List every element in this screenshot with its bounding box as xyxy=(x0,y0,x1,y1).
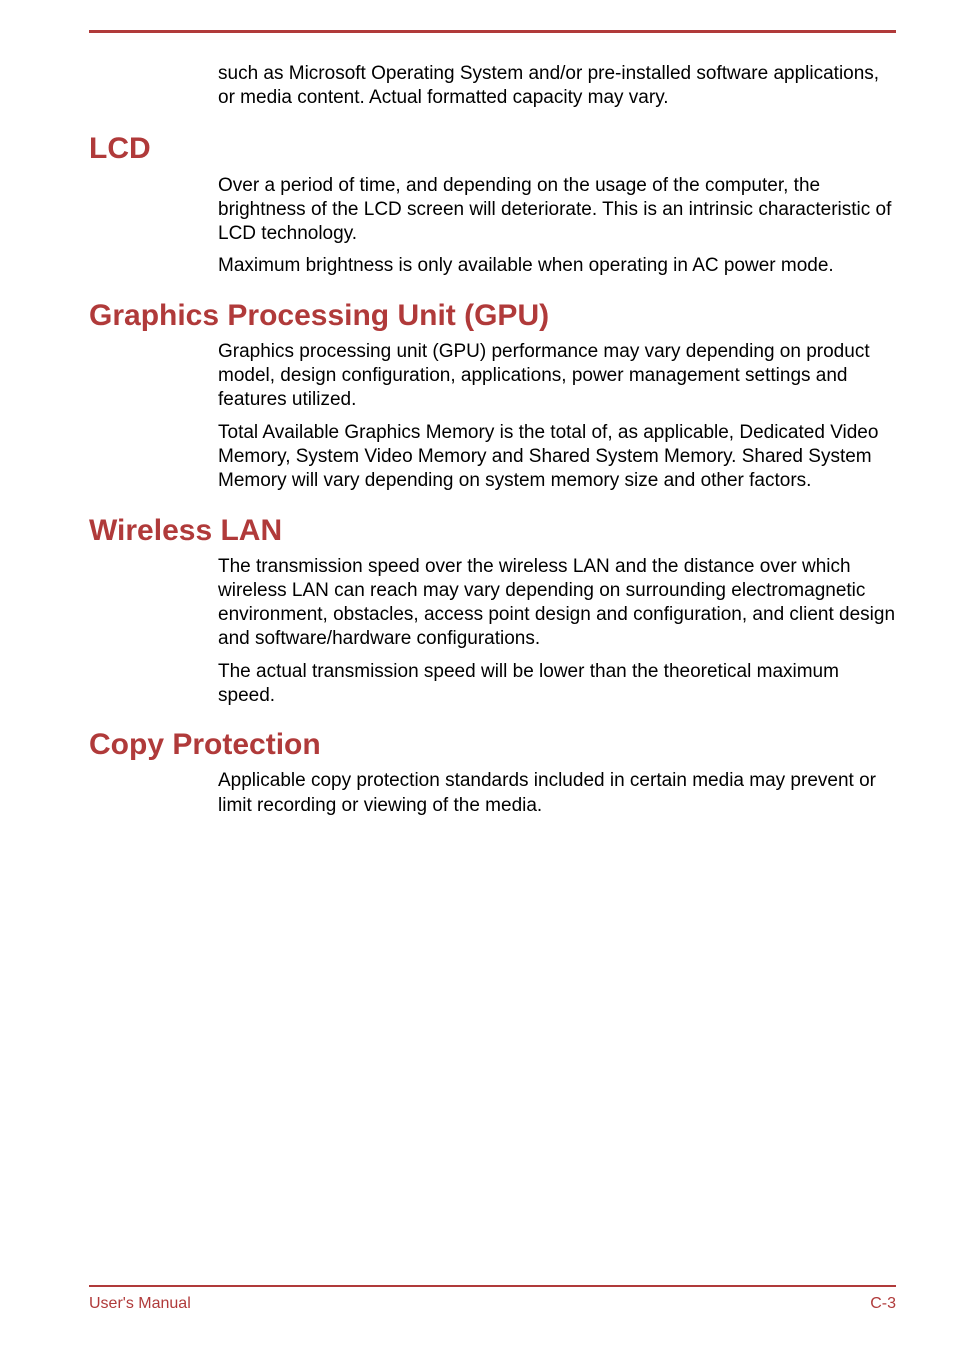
lcd-paragraph-1: Over a period of time, and depending on the usage of the computer, the brightness of the LCD screen will deteriorate. This is an intrinsic characteristic of LCD technology. xyxy=(218,174,892,245)
section-heading-lcd: LCD xyxy=(89,131,151,165)
section-heading-wireless-lan: Wireless LAN xyxy=(89,513,283,547)
header-rule xyxy=(89,30,896,33)
footer-page-number: C-3 xyxy=(870,1295,896,1312)
gpu-paragraph-2: Total Available Graphics Memory is the total of, as applicable, Dedicated Video Memory, System Video Memory and Shared System Memory. Shared System Memory will vary depending on system memory size and other factors. xyxy=(218,421,879,492)
wireless-lan-paragraph-1: The transmission speed over the wireless LAN and the distance over which wireless LAN can reach may vary depending on surrounding electromagnetic environment, obstacles, access point design and configuration, and client design and software/hardware configurations. xyxy=(218,555,896,650)
footer-manual-title: User's Manual xyxy=(89,1295,191,1312)
gpu-paragraph-1: Graphics processing unit (GPU) performance may vary depending on product model, design configuration, applications, power management settings and features utilized. xyxy=(218,340,870,411)
footer-rule xyxy=(89,1285,896,1287)
section-heading-gpu: Graphics Processing Unit (GPU) xyxy=(89,298,550,332)
page-content xyxy=(89,62,896,826)
wireless-lan-paragraph-2: The actual transmission speed will be lower than the theoretical maximum speed. xyxy=(218,660,839,707)
intro-paragraph: such as Microsoft Operating System and/or pre-installed software applications, or media content. Actual formatted capacity may vary. xyxy=(218,63,880,109)
section-heading-copy-protection: Copy Protection xyxy=(89,728,321,762)
lcd-paragraph-2: Maximum brightness is only available when operating in AC power mode. xyxy=(218,255,834,277)
copy-protection-paragraph-1: Applicable copy protection standards included in certain media may prevent or limit recording or viewing of the media. xyxy=(218,770,876,816)
